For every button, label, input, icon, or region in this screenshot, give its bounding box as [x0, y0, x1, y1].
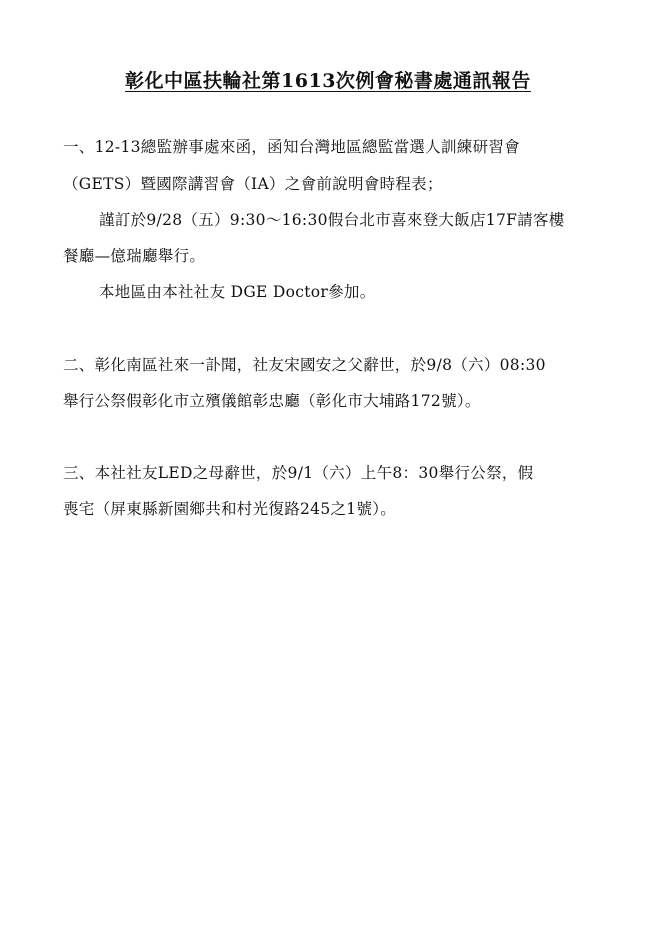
item-3-line-2: 喪宅（屏東縣新園鄉共和村光復路245之1號）。 [63, 500, 397, 518]
document-title-text: 彰化中區扶輪社第1613次例會秘書處通訊報告 [125, 70, 531, 92]
item-2-line-2: 舉行公祭假彰化市立殯儀館彰忠廳（彰化市大埔路172號）。 [63, 392, 481, 410]
item-1-line-4: 餐廳—億瑞廳舉行。 [63, 247, 206, 265]
item-1-line-1: 一、12-13總監辦事處來函，函知台灣地區總監當選人訓練研習會 [63, 138, 520, 156]
item-1-line-2: （GETS）暨國際講習會（IA）之會前說明會時程表； [63, 175, 443, 193]
item-1-line-3: 謹訂於9/28（五）9:30～16:30假台北市喜來登大飯店17F請客樓 [99, 211, 565, 229]
document-title [0, 66, 656, 93]
item-3-line-1: 三、本社社友LED之母辭世，於9/1（六）上午8：30舉行公祭，假 [63, 464, 534, 482]
item-1-line-5: 本地區由本社社友 DGE Doctor參加。 [99, 283, 376, 301]
item-2-line-1: 二、彰化南區社來一訃聞，社友宋國安之父辭世，於9/8（六）08:30 [63, 356, 546, 374]
